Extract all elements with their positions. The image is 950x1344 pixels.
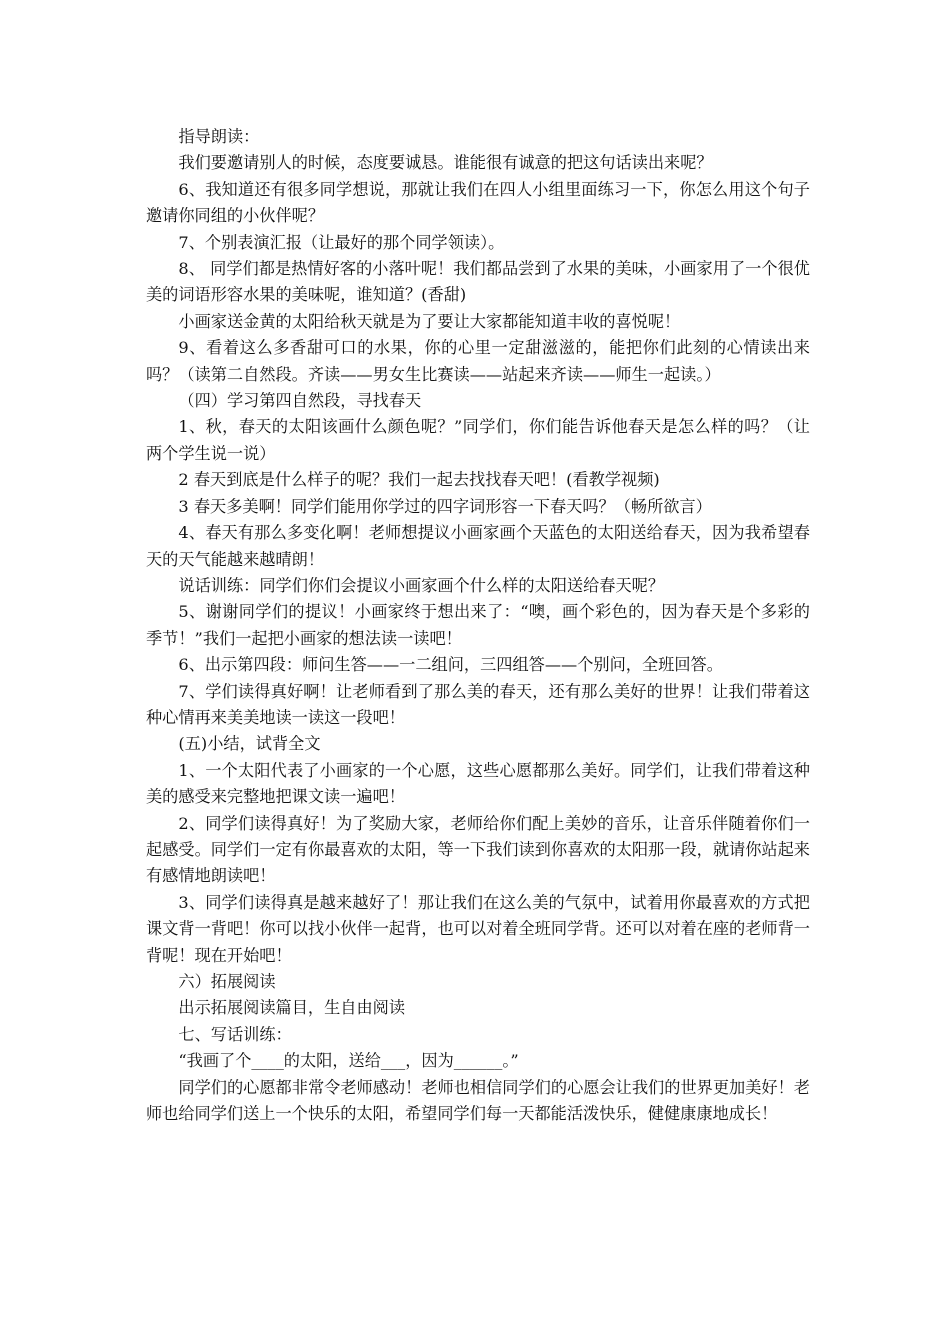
paragraph: 2、同学们读得真好！为了奖励大家，老师给你们配上美妙的音乐，让音乐伴随着你们一起感受。同学们一定有你最喜欢的太阳，等一下我们读到你喜欢的太阳那一段，就请你站起来有感情地朗读吧！ (146, 813, 810, 886)
paragraph: 7、个别表演汇报（让最好的那个同学领读）。 (178, 232, 505, 252)
paragraph: 1、秋，春天的太阳该画什么颜色呢？”同学们，你们能告诉他春天是怎么样的吗？（让两个学生说一说） (146, 417, 810, 463)
paragraph: 1、一个太阳代表了小画家的一个心愿，这些心愿都那么美好。同学们，让我们带着这种美的感受来完整地把课文读一遍吧！ (146, 760, 810, 807)
document-page (146, 124, 810, 1127)
paragraph: 7、学们读得真好啊！让老师看到了那么美的春天，还有那么美好的世界！让我们带着这种心情再来美美地读一读这一段吧！ (146, 681, 810, 727)
section-heading: （四）学习第四自然段，寻找春天 (178, 391, 422, 411)
paragraph: 6、我知道还有很多同学想说，那就让我们在四人小组里面练习一下，你怎么用这个句子邀请你同组的小伙伴呢？ (146, 179, 810, 226)
paragraph: 我们要邀请别人的时候，态度要诚恳。谁能很有诚意的把这句话读出来呢？ (178, 153, 713, 173)
paragraph: 出示拓展阅读篇目，生自由阅读 (178, 998, 406, 1018)
paragraph: 5、谢谢同学们的提议！小画家终于想出来了：“噢，画个彩色的，因为春天是个多彩的季节！”我们一起把小画家的想法读一读吧！ (146, 602, 810, 648)
paragraph: 小画家送金黄的太阳给秋天就是为了要让大家都能知道丰收的喜悦呢！ (178, 311, 681, 331)
paragraph: 2 春天到底是什么样子的呢？我们一起去找找春天吧！(看教学视频) (178, 470, 660, 490)
section-heading: (五)小结，试背全文 (178, 734, 321, 754)
fill-in-sentence: “我画了个____的太阳，送给___，因为______。” (178, 1051, 519, 1071)
paragraph: 3、同学们读得真是越来越好了！那让我们在这么美的气氛中，试着用你最喜欢的方式把课文背一背吧！你可以找小伙伴一起背，也可以对着全班同学背。还可以对着在座的老师背一背呢！现在开始吧！ (146, 892, 810, 965)
paragraph: 9、看着这么多香甜可口的水果，你的心里一定甜滋滋的，能把你们此刻的心情读出来吗？（读第二自然段。齐读——男女生比赛读——站起来齐读——师生一起读。） (146, 338, 810, 384)
section-heading: 七、写话训练： (178, 1024, 292, 1044)
paragraph: 同学们的心愿都非常令老师感动！老师也相信同学们的心愿会让我们的世界更加美好！老师也给同学们送上一个快乐的太阳，希望同学们每一天都能活泼快乐，健健康康地成长！ (146, 1077, 810, 1124)
paragraph: 6、出示第四段：师问生答——一二组问，三四组答——个别问，全班回答。 (178, 655, 723, 675)
paragraph: 3 春天多美啊！同学们能用你学过的四字词形容一下春天吗？（畅所欲言） (178, 496, 712, 516)
section-heading: 六）拓展阅读 (178, 972, 276, 991)
paragraph: 4、春天有那么多变化啊！老师想提议小画家画个天蓝色的太阳送给春天，因为我希望春天的天气能越来越晴朗！ (146, 523, 810, 569)
paragraph: 8、 同学们都是热情好客的小落叶呢！我们都品尝到了水果的美味，小画家用了一个很优美的词语形容水果的美味呢，谁知道？(香甜) (146, 259, 810, 305)
paragraph: 指导朗读： (178, 127, 260, 146)
paragraph: 说话训练：同学们你们会提议小画家画个什么样的太阳送给春天呢？ (178, 575, 665, 595)
